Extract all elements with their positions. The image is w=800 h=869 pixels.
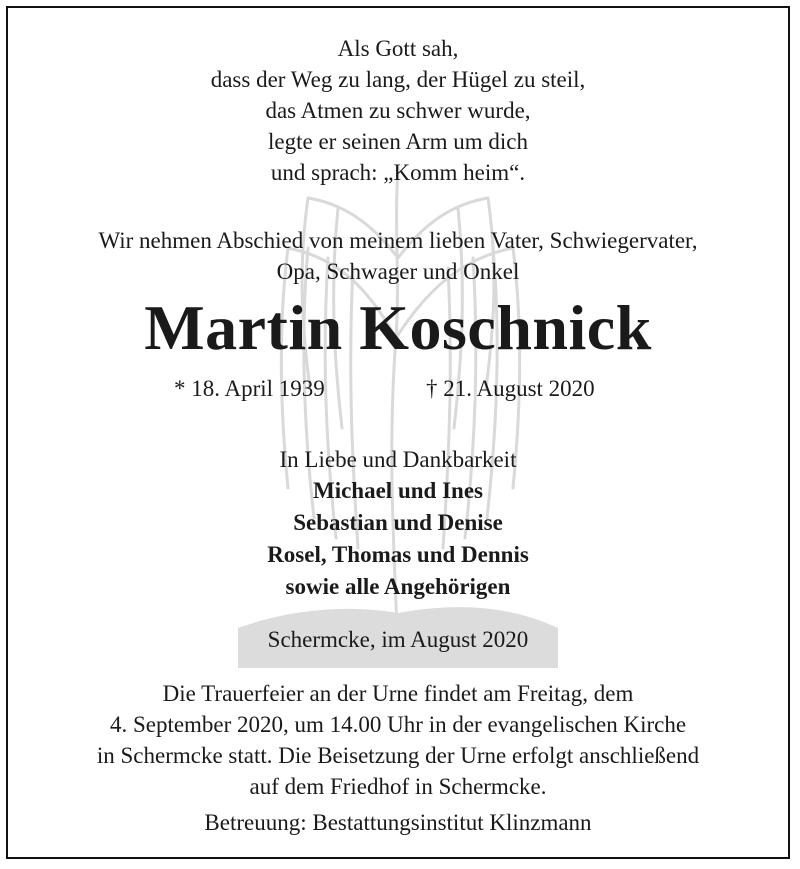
mourners-intro: In Liebe und Dankbarkeit bbox=[279, 447, 517, 472]
poem-line-1: Als Gott sah, bbox=[337, 36, 459, 61]
ceremony-line-4: auf dem Friedhof in Schermcke. bbox=[249, 774, 547, 799]
life-dates bbox=[8, 374, 788, 404]
mourner-name: Sebastian und Denise bbox=[293, 510, 503, 535]
ceremony-line-2: 4. September 2020, um 14.00 Uhr in der evangelischen Kirche bbox=[109, 712, 687, 737]
ceremony-line-1: Die Trauerfeier an der Urne findet am Freitag, dem bbox=[162, 681, 634, 706]
birth-date: * 18. April 1939 bbox=[174, 376, 325, 401]
mourner-name: Rosel, Thomas und Dennis bbox=[267, 542, 529, 567]
obituary-frame bbox=[6, 6, 790, 859]
poem-line-5: und sprach: „Komm heim“. bbox=[270, 160, 526, 185]
poem-line-2: dass der Weg zu lang, der Hügel zu steil, bbox=[210, 67, 586, 92]
poem-line-4: legte er seinen Arm um dich bbox=[268, 129, 528, 154]
deceased-name: Martin Koschnick bbox=[144, 292, 652, 363]
funeral-care: Betreuung: Bestattungsinstitut Klinzmann bbox=[204, 810, 592, 835]
ceremony-line-3: in Schermcke statt. Die Beisetzung der Urne erfolgt anschließend bbox=[96, 743, 700, 768]
farewell-line-2: Opa, Schwager und Onkel bbox=[276, 259, 520, 284]
death-date: † 21. August 2020 bbox=[426, 376, 595, 401]
place-date: Schermcke, im August 2020 bbox=[267, 627, 529, 652]
poem-line-3: das Atmen zu schwer wurde, bbox=[265, 98, 531, 123]
farewell-line-1: Wir nehmen Abschied von meinem lieben Vater, Schwiegervater, bbox=[98, 228, 698, 253]
mourner-name: Michael und Ines bbox=[313, 478, 483, 503]
mourner-name: sowie alle Angehörigen bbox=[285, 574, 511, 599]
